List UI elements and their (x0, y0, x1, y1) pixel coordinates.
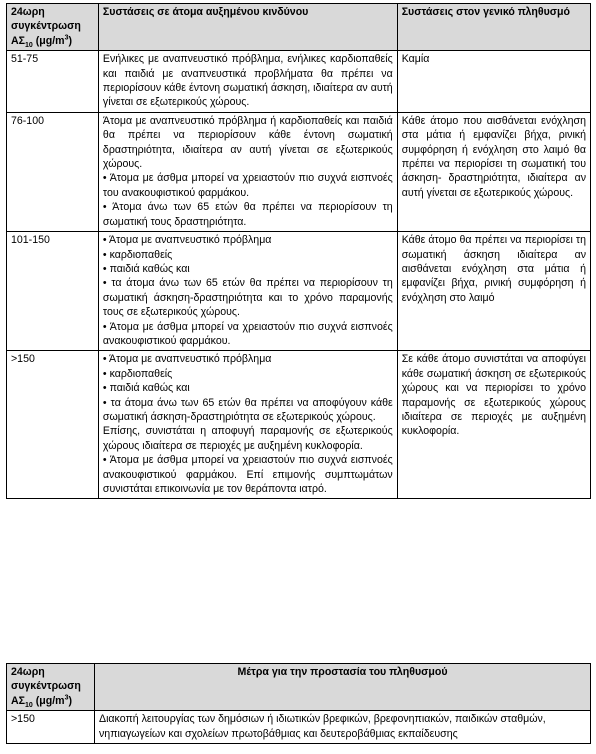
concentration-range: 101-150 (7, 232, 99, 351)
table-row (7, 351, 591, 499)
general-recommendation: Κάθε άτομο που αισθάνεται ενόχληση στα μάτια ή εμφανίζει βήχα, ρινική συμφόρηση ή ενόχληση στο λαιμό θα πρέπει να περιορίσει τη σωματική του άσκηση- δραστηριότητα, ιδιαίτερα αν αυτή γίνεται σε εξωτερικούς χώρους. (397, 112, 590, 231)
protection-measures-table (6, 663, 591, 744)
concentration-header: 24ωρη συγκέντρωση $A\Sigma_{10}$ $(\mu g/m^3)$ (7, 4, 99, 51)
table-row (7, 232, 591, 351)
pm10-unit-label: $A\Sigma_{10}$ $(\mu g/m^3)$ (11, 34, 73, 49)
concentration-range: 76-100 (7, 112, 99, 231)
concentration-header: 24ωρη συγκέντρωση $A\Sigma_{10}$ $(\mu g/m^3)$ (7, 664, 95, 711)
risk-group-recommendation: Άτομα με αναπνευστικό πρόβλημα ή καρδιοπαθείς και παιδιά θα πρέπει να περιορίσουν κάθε έντονη σωματική δραστηριότητα, ιδιαίτερα αν αυτή γίνεται σε εξωτερικούς χώρους. • Άτομα με άσθμα μπορεί να χρειαστούν πιο συχνά εισπνοές του ανακουφιστικού φαρμάκου. • Άτομα άνω των 65 ετών θα πρέπει να περιορίσουν τη σωματική τους δραστηριότητα. (98, 112, 397, 231)
general-recommendation: Καμία (397, 51, 590, 113)
risk-group-recommendation: • Άτομα με αναπνευστικό πρόβλημα • καρδιοπαθείς • παιδιά καθώς και • τα άτομα άνω των 65 ετών θα πρέπει να περιορίσουν τη σωματική άσκηση-δραστηριότητα και το χρόνο παραμονής τους σε εξωτερικούς χώρους. • Άτομα με άσθμα μπορεί να χρειαστούν πιο συχνά εισπνοές ανακουφιστικού φαρμάκου. (98, 232, 397, 351)
table-row (7, 112, 591, 231)
table-row (7, 51, 591, 113)
general-recommendation: Σε κάθε άτομο συνιστάται να αποφύγει κάθε σωματική άσκηση σε εξωτερικούς χώρους και να περιορίσει το χρόνο παραμονής σε εξωτερικούς χώρους ιδιαίτερα σε περιοχές με αυξημένη κυκλοφορία. (397, 351, 590, 499)
table-header-row (7, 4, 591, 51)
table-row (7, 711, 591, 744)
protection-measure: Διακοπή λειτουργίας των δημόσιων ή ιδιωτικών βρεφικών, βρεφονηπιακών, παιδικών σταθμών, νηπιαγωγείων και σχολείων πρωτοβάθμιας και δευτεροβάθμιας εκπαίδευσης (95, 711, 591, 744)
concentration-range: 51-75 (7, 51, 99, 113)
general-recommendation: Κάθε άτομο θα πρέπει να περιορίσει τη σωματική άσκηση ιδιαίτερα αν αισθάνεται ενόχληση στα μάτια ή εμφανίζει βήχα, ρινική συμφόρηση ή ενόχληση στο λαιμό (397, 232, 590, 351)
risk-groups-header: Συστάσεις σε άτομα αυξημένου κινδύνου (98, 4, 397, 51)
concentration-range: >150 (7, 351, 99, 499)
pm10-unit-label: $A\Sigma_{10}$ $(\mu g/m^3)$ (11, 694, 73, 709)
table-header-row (7, 664, 591, 711)
risk-recommendations-table (6, 3, 591, 499)
protection-measures-header: Μέτρα για την προστασία του πληθυσμού (95, 664, 591, 711)
concentration-range: >150 (7, 711, 95, 744)
risk-group-recommendation: Ενήλικες με αναπνευστικό πρόβλημα, ενήλικες καρδιοπαθείς και παιδιά με αναπνευστικά προβλήματα θα πρέπει να περιορίσουν κάθε έντονη σωματική άσκηση, ιδιαίτερα αν αυτή γίνεται σε εξωτερικούς χώρους. (98, 51, 397, 113)
risk-group-recommendation: • Άτομα με αναπνευστικό πρόβλημα • καρδιοπαθείς • παιδιά καθώς και • τα άτομα άνω των 65 ετών θα πρέπει να αποφύγουν κάθε σωματική άσκηση-δραστηριότητα σε εξωτερικούς χώρους. Επίσης, συνιστάται η αποφυγή παραμονής σε εξωτερικούς χώρους ιδιαίτερα σε περιοχές με αυξημένη κυκλοφορία. • Άτομα με άσθμα μπορεί να χρειαστούν πιο συχνά εισπνοές ανακουφιστικού φαρμάκου. Επί επιμονής συμπτωμάτων συνιστάται επικοινωνία με τον θεράποντα ιατρό. (98, 351, 397, 499)
general-population-header: Συστάσεις στον γενικό πληθυσμό (397, 4, 590, 51)
